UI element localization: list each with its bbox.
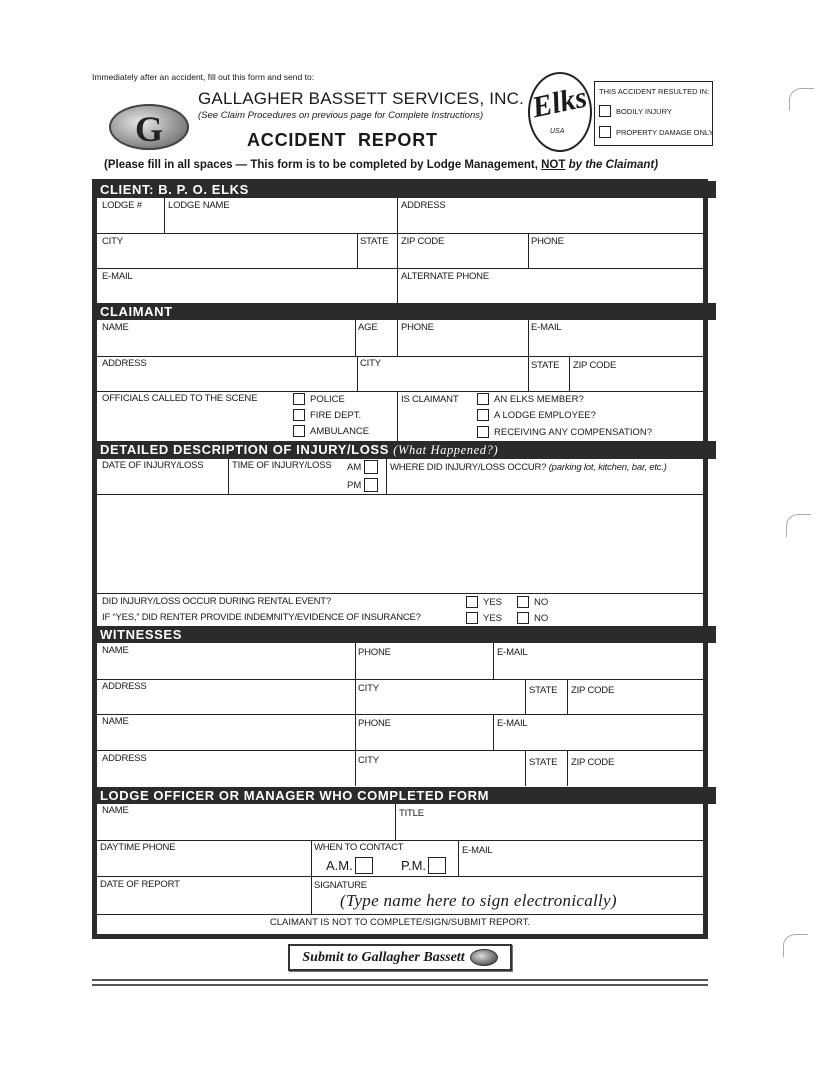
client-zip-label: ZIP CODE xyxy=(401,236,445,247)
rental-event-question: DID INJURY/LOSS OCCUR DURING RENTAL EVENT? xyxy=(102,596,331,607)
description-header-text: DETAILED DESCRIPTION OF INJURY/LOSS xyxy=(100,442,394,457)
where-occurred-label xyxy=(390,462,667,473)
renter-no-label: NO xyxy=(534,612,549,624)
claimant-phone-label: PHONE xyxy=(401,322,434,333)
signature-label: SIGNATURE xyxy=(314,880,367,891)
daytime-phone-label: DAYTIME PHONE xyxy=(100,842,176,853)
witness1-address-label: ADDRESS xyxy=(102,681,147,692)
compensation-label: RECEIVING ANY COMPENSATION? xyxy=(494,426,653,438)
rental-no-label: NO xyxy=(534,596,549,608)
binder-hole xyxy=(783,934,808,957)
witness2-name-label: NAME xyxy=(102,716,129,727)
ambulance-label: AMBULANCE xyxy=(310,425,370,437)
binder-hole xyxy=(786,514,811,537)
fill-note-claimant: by the Claimant) xyxy=(565,159,659,171)
description-textarea[interactable] xyxy=(97,495,703,592)
time-am-checkbox[interactable] xyxy=(364,460,378,474)
witness1-zip-label: ZIP CODE xyxy=(571,685,615,696)
client-state-label: STATE xyxy=(360,236,389,247)
officer-name-label: NAME xyxy=(102,805,129,816)
rental-no-checkbox[interactable] xyxy=(517,596,529,608)
gallagher-small-logo-icon xyxy=(470,949,498,966)
client-email-label: E-MAIL xyxy=(102,271,133,282)
elks-logo-sub: USA xyxy=(550,128,565,135)
contact-pm-checkbox[interactable] xyxy=(428,857,446,874)
binder-hole xyxy=(789,88,814,111)
ambulance-checkbox[interactable] xyxy=(293,425,305,437)
client-phone-label: PHONE xyxy=(531,236,564,247)
time-of-injury-label: TIME OF INJURY/LOSS xyxy=(232,460,332,471)
claimant-address-label: ADDRESS xyxy=(102,358,147,369)
witness2-state-label: STATE xyxy=(529,757,558,768)
property-damage-checkbox[interactable] xyxy=(599,126,611,138)
renter-yes-checkbox[interactable] xyxy=(466,612,478,624)
client-city-label: CITY xyxy=(102,236,123,247)
witness2-email-label: E-MAIL xyxy=(497,718,528,729)
see-procedures-text: (See Claim Procedures on previous page for Complete Instructions) xyxy=(198,110,484,121)
witness1-phone-label: PHONE xyxy=(358,647,391,658)
fire-dept-checkbox[interactable] xyxy=(293,409,305,421)
time-pm-checkbox[interactable] xyxy=(364,478,378,492)
witness2-address-label: ADDRESS xyxy=(102,753,147,764)
fill-note-text: (Please fill in all spaces — This form is to be completed by Lodge Management, xyxy=(104,159,542,171)
date-of-report-label: DATE OF REPORT xyxy=(100,879,180,890)
logo-letter: G xyxy=(135,109,164,149)
where-occurred-text: WHERE DID INJURY/LOSS OCCUR? xyxy=(390,462,549,473)
lodge-name-label: LODGE NAME xyxy=(168,200,230,211)
police-checkbox[interactable] xyxy=(293,393,305,405)
is-claimant-label: IS CLAIMANT xyxy=(401,394,459,405)
elks-member-checkbox[interactable] xyxy=(477,393,489,405)
submit-label: Submit to Gallagher Bassett xyxy=(302,949,465,965)
fire-dept-label: FIRE DEPT. xyxy=(310,409,362,421)
claimant-note: CLAIMANT IS NOT TO COMPLETE/SIGN/SUBMIT REPORT. xyxy=(269,917,531,928)
rental-yes-checkbox[interactable] xyxy=(466,596,478,608)
officials-label: OFFICIALS CALLED TO THE SCENE xyxy=(102,393,258,404)
lodge-employee-checkbox[interactable] xyxy=(477,409,489,421)
bodily-injury-checkbox[interactable] xyxy=(599,105,611,117)
lodge-employee-label: A LODGE EMPLOYEE? xyxy=(494,409,596,421)
when-to-contact-label: WHEN TO CONTACT xyxy=(314,842,404,853)
police-label: POLICE xyxy=(310,393,345,405)
claimant-header: CLAIMANT xyxy=(92,303,716,320)
client-header: CLIENT: B. P. O. ELKS xyxy=(92,181,716,198)
compensation-checkbox[interactable] xyxy=(477,426,489,438)
claimant-email-label: E-MAIL xyxy=(531,322,562,333)
officer-title-label: TITLE xyxy=(399,808,424,819)
client-address-label: ADDRESS xyxy=(401,200,446,211)
company-name: GALLAGHER BASSETT SERVICES, INC. xyxy=(198,89,525,108)
elks-logo-text: Elks xyxy=(529,80,590,125)
rental-yes-label: YES xyxy=(483,596,503,608)
officer-header: LODGE OFFICER OR MANAGER WHO COMPLETED FORM xyxy=(92,787,716,804)
description-header-italic: (What Happened?) xyxy=(393,443,499,457)
officer-email-label: E-MAIL xyxy=(462,845,493,856)
contact-am-label: A.M. xyxy=(326,858,353,873)
claimant-age-label: AGE xyxy=(358,322,378,333)
renter-no-checkbox[interactable] xyxy=(517,612,529,624)
witnesses-header: WITNESSES xyxy=(92,626,716,643)
renter-yes-label: YES xyxy=(483,612,503,624)
result-box-title: THIS ACCIDENT RESULTED IN: xyxy=(599,87,710,96)
date-of-injury-label: DATE OF INJURY/LOSS xyxy=(102,460,204,471)
elks-member-label: AN ELKS MEMBER? xyxy=(494,393,584,405)
where-occurred-hint: (parking lot, kitchen, bar, etc.) xyxy=(548,462,667,473)
witness2-phone-label: PHONE xyxy=(358,718,391,729)
fill-note xyxy=(104,159,658,171)
witness1-state-label: STATE xyxy=(529,685,558,696)
gallagher-logo xyxy=(109,104,189,150)
claimant-state-label: STATE xyxy=(531,360,560,371)
page-title: ACCIDENT REPORT xyxy=(247,130,438,150)
property-damage-label: PROPERTY DAMAGE ONLY xyxy=(616,127,714,137)
lodge-number-label: LODGE # xyxy=(102,200,142,211)
claimant-city-label: CITY xyxy=(360,358,381,369)
witness1-name-label: NAME xyxy=(102,645,129,656)
renter-insurance-question: IF “YES,” DID RENTER PROVIDE INDEMNITY/EVIDENCE OF INSURANCE? xyxy=(102,612,421,623)
claimant-name-label: NAME xyxy=(102,322,129,333)
claimant-zip-label: ZIP CODE xyxy=(573,360,617,371)
witness1-email-label: E-MAIL xyxy=(497,647,528,658)
submit-button[interactable] xyxy=(288,944,512,971)
witness2-zip-label: ZIP CODE xyxy=(571,757,615,768)
contact-pm-label: P.M. xyxy=(401,858,427,873)
time-am-label: AM xyxy=(347,461,362,473)
time-pm-label: PM xyxy=(347,479,362,491)
witness2-city-label: CITY xyxy=(358,755,379,766)
bodily-injury-label: BODILY INJURY xyxy=(616,106,672,116)
description-header xyxy=(92,441,716,459)
contact-am-checkbox[interactable] xyxy=(355,857,373,874)
instruction-text: Immediately after an accident, fill out this form and send to: xyxy=(92,72,315,82)
fill-note-not: NOT xyxy=(541,159,566,171)
witness1-city-label: CITY xyxy=(358,683,379,694)
alternate-phone-label: ALTERNATE PHONE xyxy=(401,271,489,282)
elks-logo xyxy=(528,72,592,152)
signature-field[interactable]: (Type name here to sign electronically) xyxy=(340,891,617,910)
accident-result-box xyxy=(594,81,713,146)
